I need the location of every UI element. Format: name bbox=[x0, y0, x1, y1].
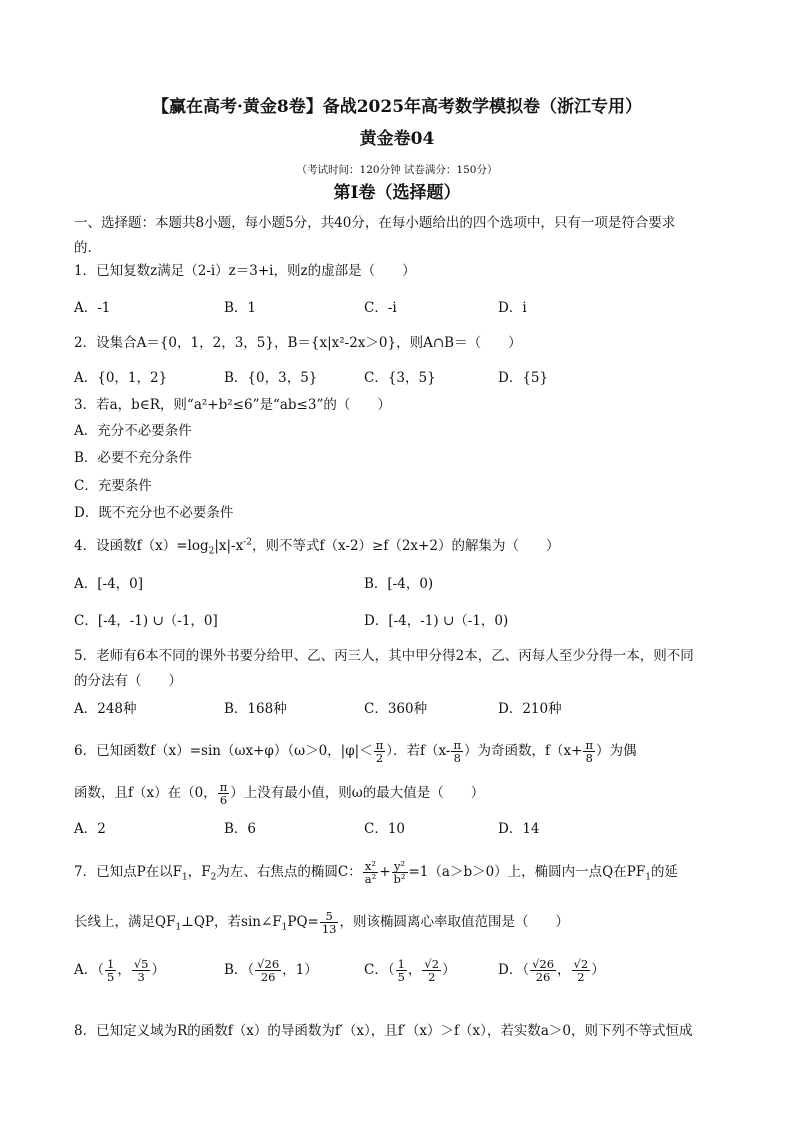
paper-subtitle: 黄金卷04 bbox=[359, 129, 435, 149]
question-6-line-2 bbox=[74, 776, 484, 810]
q7-text-6: 长线上，满足QF bbox=[74, 914, 176, 930]
question-2-option-b: B．{0，3，5} bbox=[224, 370, 318, 386]
q6-text-3: ）为奇函数，f（x+ bbox=[464, 743, 583, 759]
close-paren: ） bbox=[442, 962, 456, 978]
q7-text-8: PQ= bbox=[287, 914, 319, 930]
frac-num: π bbox=[453, 738, 462, 752]
question-8-stem: 8．已知定义域为R的函数f（x）的导函数为f′（x），且f′（x）＞f（x），若实数a＞0，则下列不等式恒成 bbox=[74, 1023, 693, 1039]
q6-text-5: 函数，且f（x）在（0， bbox=[74, 785, 217, 801]
question-3-option-c: C．充要条件 bbox=[74, 478, 152, 494]
question-6-option-c: C．10 bbox=[364, 821, 406, 837]
question-3-stem: 3．若a，b∈R，则“a²+b²≤6”是“ab≤3”的（ ） bbox=[74, 397, 391, 413]
frac-num: √2 bbox=[573, 957, 589, 971]
question-5-option-b: B．168种 bbox=[224, 701, 287, 717]
frac-den: 6 bbox=[219, 793, 228, 807]
frac-num: y² bbox=[392, 860, 408, 873]
fraction-sqrt2-over-2 bbox=[572, 958, 591, 983]
fraction-sqrt26-over-26 bbox=[255, 958, 281, 983]
question-6-option-b: B．6 bbox=[224, 821, 257, 837]
q4-stem-post: ，则不等式f（x-2）≥f（2x+2）的解集为（ ） bbox=[252, 538, 560, 554]
q7-sub-4: 1 bbox=[175, 922, 182, 933]
section-heading: 第I卷（选择题） bbox=[333, 183, 461, 203]
question-2-option-d: D．{5} bbox=[498, 370, 549, 386]
question-2-stem: 2．设集合A＝{0，1，2，3，5}，B＝{x|x²-2x＞0}，则A∩B＝（ ） bbox=[74, 335, 522, 351]
question-4-stem bbox=[74, 537, 559, 555]
page-title: 【赢在高考·黄金8卷】备战2025年高考数学模拟卷（浙江专用） bbox=[151, 97, 643, 117]
fraction-pi-over-6 bbox=[218, 781, 230, 806]
frac-den: 8 bbox=[585, 751, 593, 765]
question-5-line-2: 的分法有（ ） bbox=[74, 673, 182, 689]
q7-sub-5: 1 bbox=[281, 922, 288, 933]
fraction-sqrt2-over-2 bbox=[422, 958, 441, 983]
question-5-option-a: A．248种 bbox=[74, 701, 137, 717]
frac-num: 5 bbox=[320, 910, 339, 923]
question-7-option-a bbox=[74, 953, 165, 987]
fraction-y2-over-b2 bbox=[392, 860, 408, 885]
q4-stem-mid: |x|-x bbox=[214, 538, 244, 554]
frac-num: 1 bbox=[107, 957, 115, 971]
q7-text-7: ⊥QP，若sin∠F bbox=[181, 914, 282, 930]
frac-num: √26 bbox=[532, 957, 555, 971]
frac-den: 2 bbox=[428, 970, 436, 984]
frac-den: b² bbox=[393, 872, 406, 886]
question-5-option-d: D．210种 bbox=[498, 701, 562, 717]
frac-den: 8 bbox=[453, 751, 461, 765]
fraction-1-over-5 bbox=[396, 958, 407, 983]
frac-den: a² bbox=[364, 872, 377, 886]
q6-text-4: ）为偶 bbox=[596, 743, 637, 759]
frac-den: 26 bbox=[260, 970, 276, 984]
q7-text-2: ，F bbox=[187, 864, 211, 880]
frac-den: 13 bbox=[321, 922, 337, 936]
close-paren: ） bbox=[151, 962, 165, 978]
question-2-option-c: C．{3，5} bbox=[364, 370, 436, 386]
question-4-option-a: A．[-4，0] bbox=[74, 576, 144, 592]
question-7-option-b bbox=[224, 953, 318, 987]
q7-text-3: 为左、右焦点的椭圆C： bbox=[216, 864, 362, 880]
frac-num: π bbox=[375, 738, 384, 752]
opt-suffix: ，1） bbox=[282, 962, 318, 978]
fraction-sqrt26-over-26 bbox=[530, 958, 556, 983]
question-1-stem: 1．已知复数z满足（2-i）z＝3+i，则z的虚部是（ ） bbox=[74, 263, 416, 279]
q6-text-6: ）上没有最小值，则ω的最大值是（ ） bbox=[230, 785, 485, 801]
question-3-option-a: A．充分不必要条件 bbox=[74, 423, 192, 439]
fraction-pi-over-8 bbox=[583, 739, 595, 764]
frac-num: 1 bbox=[397, 957, 405, 971]
frac-num: √5 bbox=[133, 957, 149, 971]
question-6-option-a: A．2 bbox=[74, 821, 106, 837]
question-6-option-d: D．14 bbox=[498, 821, 540, 837]
frac-den: 26 bbox=[535, 970, 551, 984]
q7-sub-2: 2 bbox=[210, 872, 217, 883]
plus-sign: + bbox=[379, 864, 391, 880]
question-1-option-b: B．1 bbox=[224, 300, 257, 316]
frac-den: 5 bbox=[107, 970, 115, 984]
q4-exponent: -2 bbox=[243, 537, 253, 548]
fraction-5-over-13 bbox=[320, 910, 339, 935]
question-4-option-c: C．[-4，-1) ∪（-1，0] bbox=[74, 613, 218, 629]
q7-text-4: =1（a＞b＞0）上，椭圆内一点Q在PF bbox=[408, 864, 646, 880]
close-paren: ） bbox=[591, 962, 605, 978]
question-1-option-d: D．i bbox=[498, 300, 527, 316]
frac-num: π bbox=[219, 780, 228, 794]
frac-den: 3 bbox=[137, 970, 145, 984]
question-5-line-1: 5．老师有6本不同的课外书要分给甲、乙、丙三人，其中甲分得2本，乙、丙每人至少分得一本，则不同 bbox=[74, 648, 694, 664]
frac-den: 5 bbox=[397, 970, 405, 984]
q4-log-base: 2 bbox=[208, 546, 215, 557]
instructions-line-2: 的. bbox=[74, 240, 92, 256]
frac-num: √26 bbox=[257, 957, 280, 971]
question-3-option-b: B．必要不充分条件 bbox=[74, 450, 192, 466]
q7-text-5: 的延 bbox=[650, 864, 678, 880]
question-7-option-d bbox=[498, 953, 605, 987]
question-6-line-1 bbox=[74, 734, 637, 768]
question-3-option-d: D．既不充分也不必要条件 bbox=[74, 505, 234, 521]
frac-num: x² bbox=[363, 860, 378, 873]
q6-text-2: ）．若f（x- bbox=[386, 743, 451, 759]
comma: ， bbox=[117, 962, 131, 978]
comma: ， bbox=[407, 962, 422, 978]
q7-text-9: ，则该椭圆离心率取值范围是（ ） bbox=[339, 914, 569, 930]
fraction-x2-over-a2 bbox=[363, 860, 378, 885]
frac-num: √2 bbox=[424, 957, 440, 971]
opt-prefix: A．（ bbox=[74, 962, 104, 978]
question-5-option-c: C．360种 bbox=[364, 701, 428, 717]
question-2-option-a: A．{0，1，2} bbox=[74, 370, 168, 386]
q7-sub-1: 1 bbox=[182, 872, 188, 883]
fraction-sqrt5-over-3 bbox=[132, 958, 151, 983]
question-1-option-a: A．-1 bbox=[74, 300, 111, 316]
question-7-line-2 bbox=[74, 905, 569, 939]
fraction-pi-over-2 bbox=[374, 739, 386, 764]
instructions-line-1: 一、选择题：本题共8小题，每小题5分，共40分，在每小题给出的四个选项中，只有一项是符合要求 bbox=[74, 215, 676, 231]
frac-den: 2 bbox=[375, 751, 384, 765]
exam-info: （考试时间：120分钟 试卷满分：150分） bbox=[296, 164, 498, 176]
question-1-option-c: C．-i bbox=[364, 300, 397, 316]
question-7-option-c bbox=[364, 953, 456, 987]
frac-den: 2 bbox=[577, 970, 585, 984]
opt-prefix: D．（ bbox=[498, 962, 530, 978]
question-4-option-d: D．[-4，-1) ∪（-1，0) bbox=[364, 613, 509, 629]
q6-text-1: 6．已知函数f（x）=sin（ωx+φ）（ω＞0，|φ|＜ bbox=[74, 743, 373, 759]
frac-num: π bbox=[585, 738, 594, 752]
q7-sub-3: 1 bbox=[645, 872, 651, 883]
q7-text-1: 7．已知点P在以F bbox=[74, 864, 183, 880]
q4-stem-pre: 4．设函数f（x）=log bbox=[74, 538, 209, 554]
question-4-option-b: B．[-4，0) bbox=[364, 576, 434, 592]
fraction-pi-over-8 bbox=[451, 739, 463, 764]
opt-prefix: B．（ bbox=[224, 962, 255, 978]
opt-prefix: C．（ bbox=[364, 962, 395, 978]
fraction-1-over-5 bbox=[105, 958, 116, 983]
comma: ， bbox=[557, 962, 571, 978]
question-7-line-1 bbox=[74, 855, 678, 889]
